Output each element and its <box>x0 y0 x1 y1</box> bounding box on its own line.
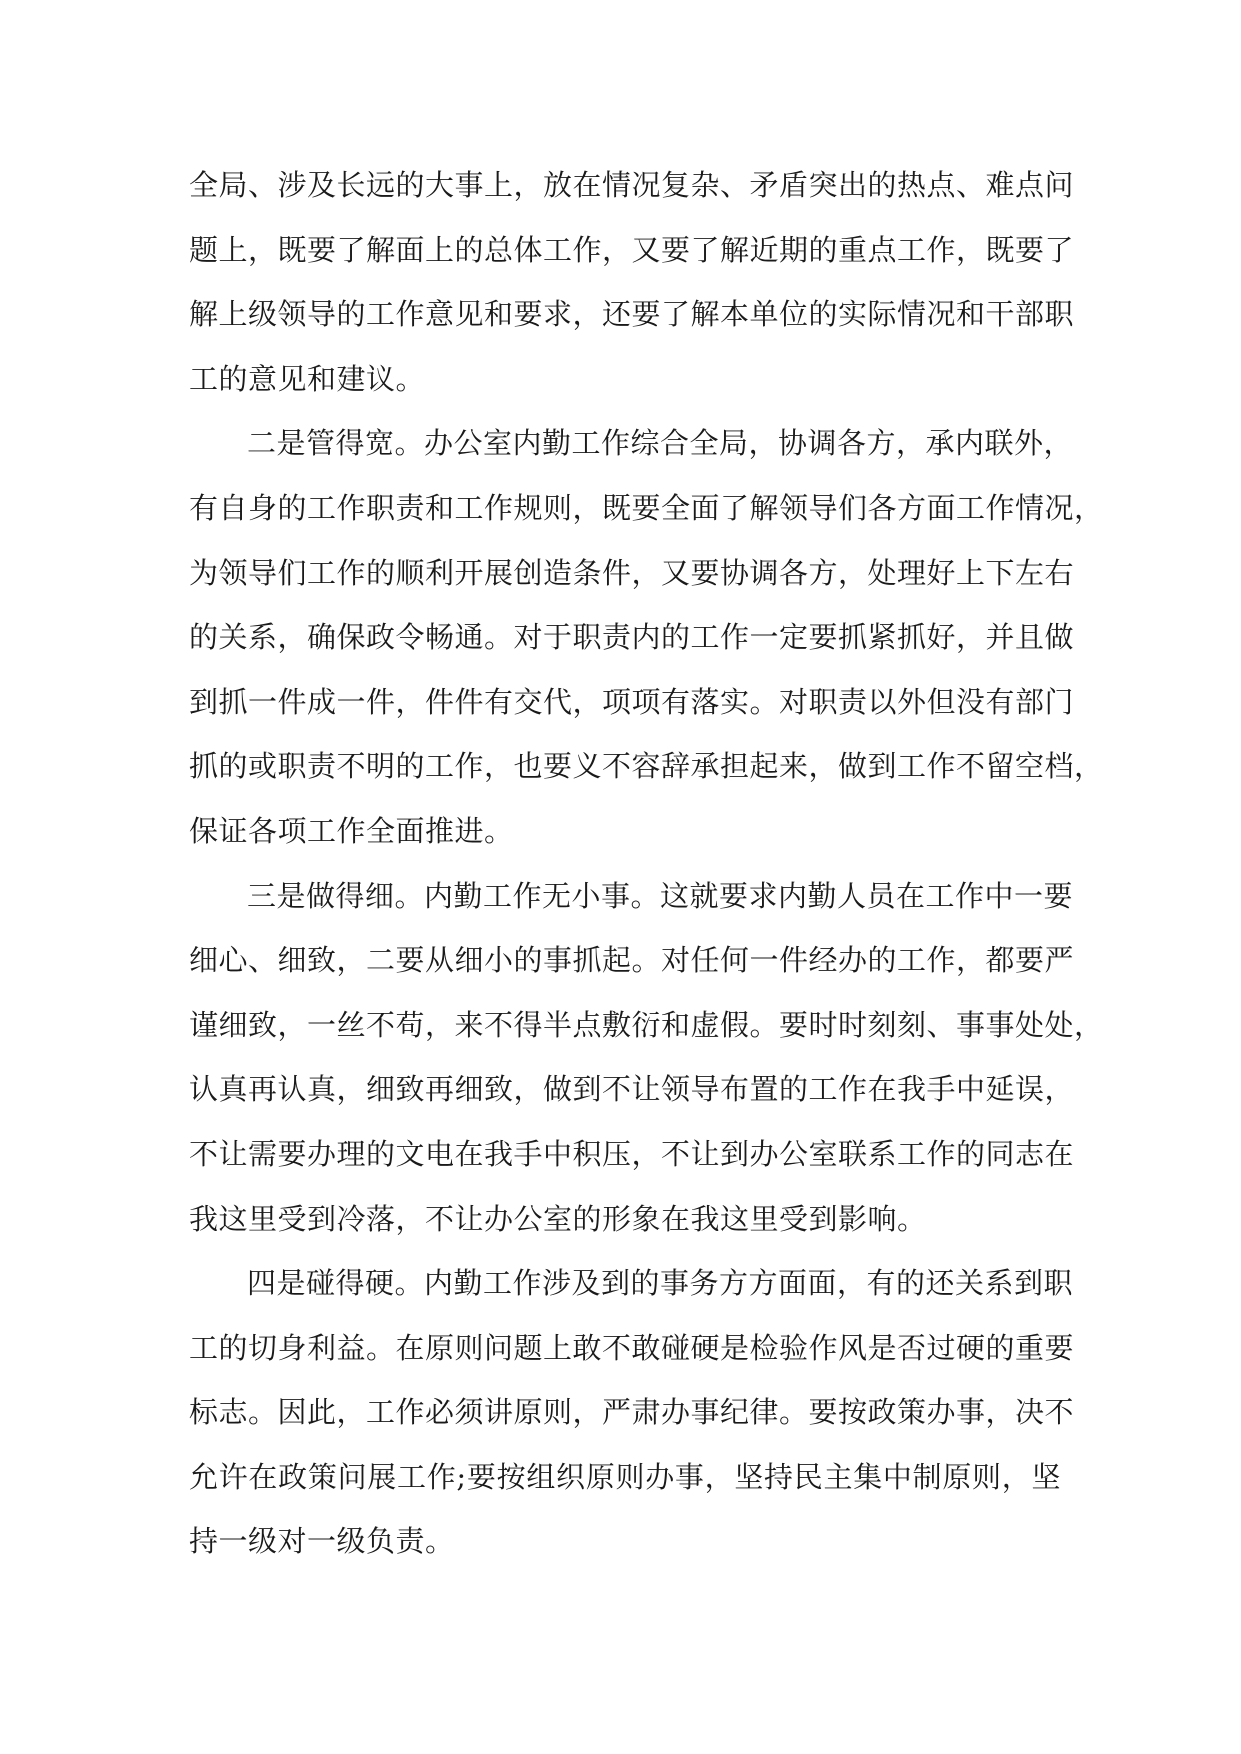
text-line: 四是碰得硬。内勤工作涉及到的事务方方面面，有的还关系到职 <box>247 1266 1074 1301</box>
text-line: 认真再认真，细致再细致，做到不让领导布置的工作在我手中延误， <box>189 1072 1075 1107</box>
text-line: 细心、细致，二要从细小的事抓起。对任何一件经办的工作，都要严 <box>189 943 1075 978</box>
text-line: 二是管得宽。办公室内勤工作综合全局，协调各方，承内联外， <box>247 426 1074 461</box>
text-line: 标志。因此，工作必须讲原则，严肃办事纪律。要按政策办事，决不 <box>189 1395 1075 1430</box>
body-text <box>189 153 1104 1574</box>
text-line: 持一级对一级负责。 <box>189 1524 455 1559</box>
text-line: 抓的或职责不明的工作，也要义不容辞承担起来，做到工作不留空档， <box>189 749 1104 784</box>
text-line: 我这里受到冷落，不让办公室的形象在我这里受到影响。 <box>189 1201 927 1236</box>
text-line: 有自身的工作职责和工作规则，既要全面了解领导们各方面工作情况， <box>189 490 1104 525</box>
text-line: 题上，既要了解面上的总体工作，又要了解近期的重点工作，既要了 <box>189 232 1075 267</box>
text-line: 到抓一件成一件，件件有交代，项项有落实。对职责以外但没有部门 <box>189 684 1075 719</box>
text-line: 不让需要办理的文电在我手中积压，不让到办公室联系工作的同志在 <box>189 1136 1075 1171</box>
text-line: 三是做得细。内勤工作无小事。这就要求内勤人员在工作中一要 <box>247 878 1074 913</box>
text-line: 为领导们工作的顺利开展创造条件，又要协调各方，处理好上下左右 <box>189 555 1075 590</box>
text-line: 谨细致，一丝不苟，来不得半点敷衍和虚假。要时时刻刻、事事处处， <box>189 1007 1104 1042</box>
text-line: 保证各项工作全面推进。 <box>189 813 514 848</box>
text-line: 工的切身利益。在原则问题上敢不敢碰硬是检验作风是否过硬的重要 <box>189 1330 1075 1365</box>
text-line: 解上级领导的工作意见和要求，还要了解本单位的实际情况和干部职 <box>189 297 1075 332</box>
text-line: 工的意见和建议。 <box>189 361 426 396</box>
text-line: 的关系，确保政令畅通。对于职责内的工作一定要抓紧抓好，并且做 <box>189 620 1075 655</box>
text-line: 允许在政策问展工作;要按组织原则办事，坚持民主集中制原则，坚 <box>189 1459 1061 1494</box>
text-line: 全局、涉及长远的大事上，放在情况复杂、矛盾突出的热点、难点问 <box>189 168 1075 202</box>
